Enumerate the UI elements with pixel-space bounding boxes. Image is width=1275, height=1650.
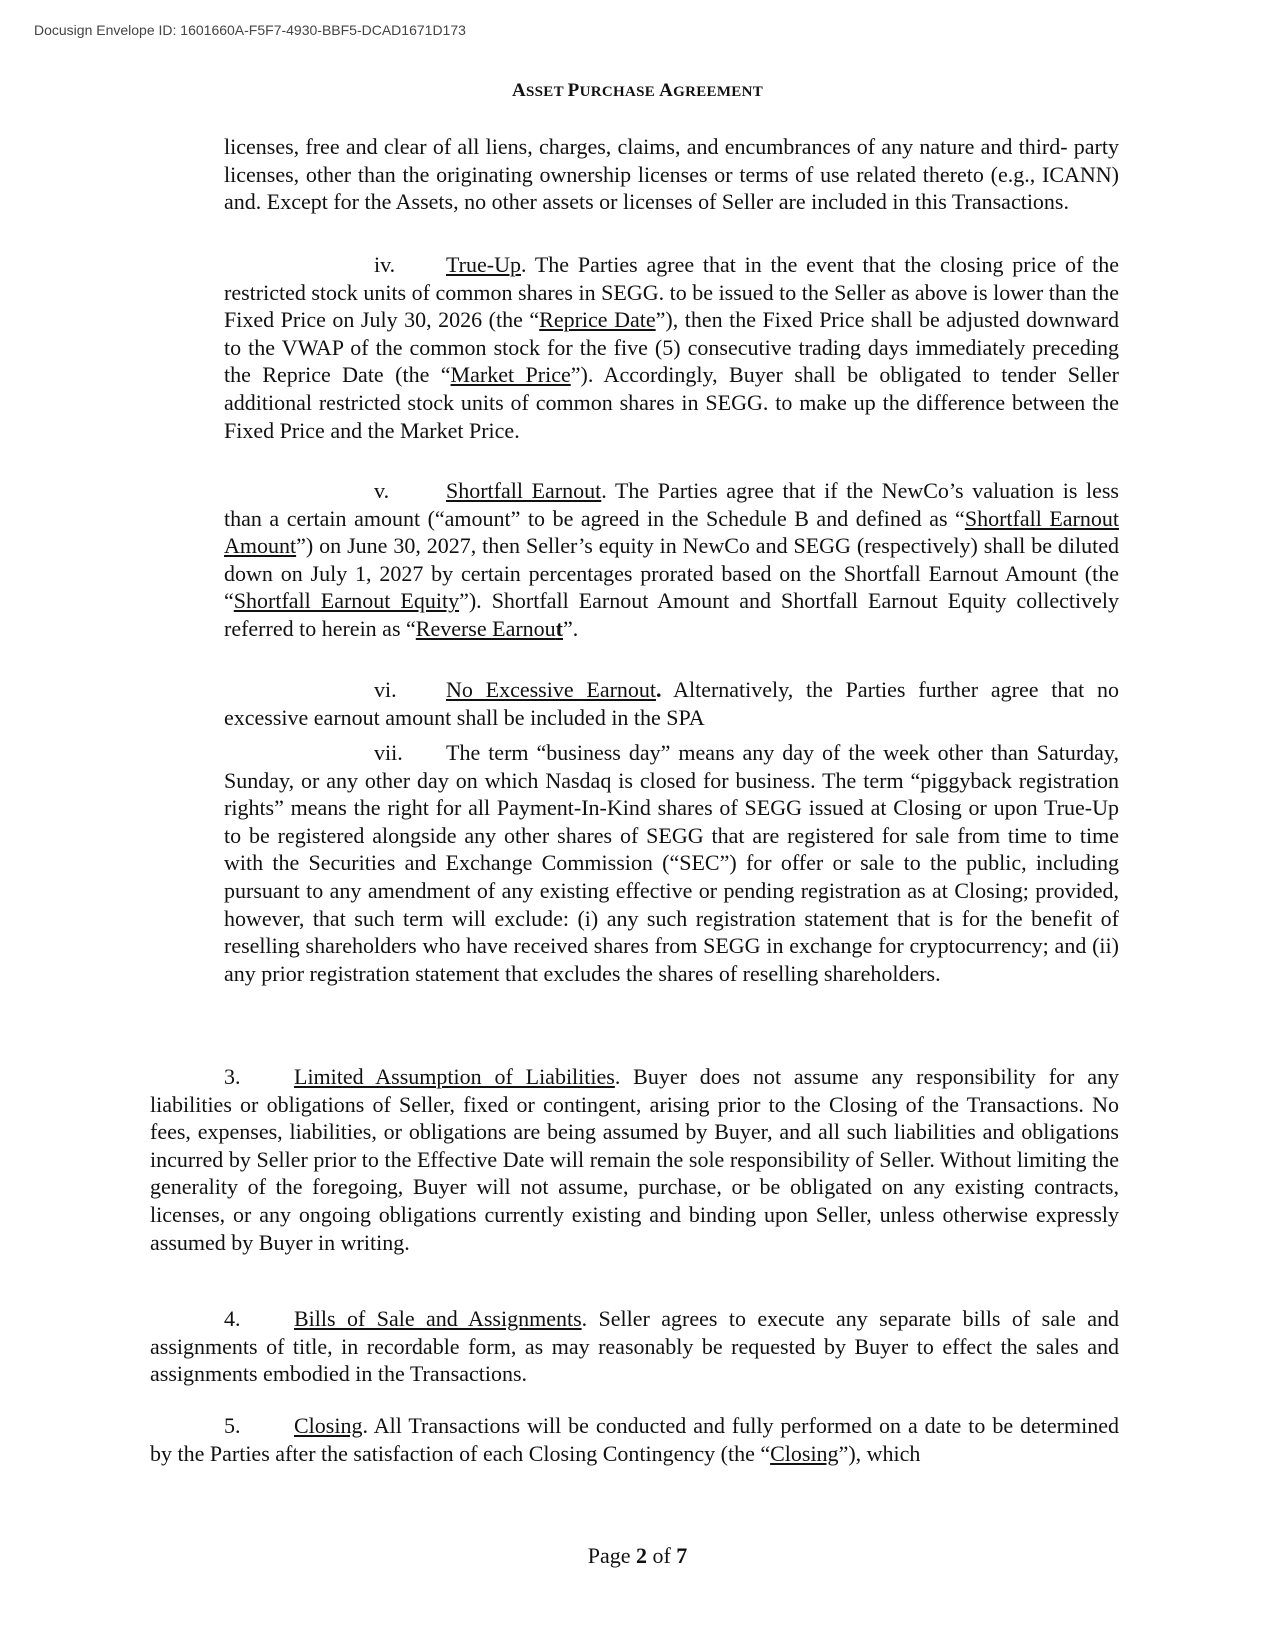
item-number: iv. xyxy=(374,252,396,277)
section-heading: Limited Assumption of Liabilities xyxy=(294,1064,615,1089)
defined-term: Reverse Earnout xyxy=(415,615,563,641)
item-heading: No Excessive Earnout xyxy=(446,677,657,702)
item-heading: True-Up xyxy=(446,252,521,277)
defined-term: Closing xyxy=(770,1440,839,1466)
item-v-shortfall-earnout: v. Shortfall Earnout. The Parties agree that if the NewCo’s valuation is less than a certain amount (“amount” to be agreed in the Schedule B and defined as “Shortfall Earnout Amount”) on June 30, 2027, then Seller’s equity in NewCo and SEGG (respectively) shall be diluted down on July 1, 2027 by certain percentages prorated based on the Shortfall Earnout Amount (the “Shortfall Earnout Equity”). Shortfall Earnout Amount and Shortfall Earnout Equity collectively referred to herein as “Reverse Earnout”. xyxy=(224,478,1119,641)
docusign-envelope-id: Docusign Envelope ID: 1601660A-F5F7-4930-BBF5-DCAD1671D173 xyxy=(34,22,466,38)
document-title: ASSET PURCHASE AGREEMENT xyxy=(511,80,764,101)
section-3-limited-assumption: 3. Limited Assumption of Liabilities. Buyer does not assume any responsibility for any liabilities or obligations of Seller, fixed or contingent, arising prior to the Closing of the Transactions. No fees, expenses, liabilities, or obligations are being assumed by Buyer, and all such liabilities and obligations incurred by Seller prior to the Effective Date will remain the sole responsibility of Seller. Without limiting the generality of the foregoing, Buyer will not assume, purchase, or be obligated on any existing contracts, licenses, or any ongoing obligations currently existing and binding upon Seller, unless otherwise expressly assumed by Buyer in writing. xyxy=(150,1064,1119,1255)
item-vi-no-excessive-earnout: vi. No Excessive Earnout. Alternatively, the Parties further agree that no excessive earnout amount shall be included in the SPA xyxy=(224,677,1119,730)
item-heading: Shortfall Earnout xyxy=(446,478,602,503)
section-number: 5. xyxy=(224,1413,241,1438)
continuation-paragraph: licenses, free and clear of all liens, charges, claims, and encumbrances of any nature and third- party licenses, other than the originating ownership licenses or terms of use related thereto (e.g., ICANN) and. Except for the Assets, no other assets or licenses of Seller are included in this Transactions. xyxy=(224,134,1119,215)
item-number: v. xyxy=(374,478,390,503)
defined-term: Shortfall Earnout Equity xyxy=(233,588,460,614)
section-number: 3. xyxy=(224,1064,241,1089)
item-number: vii. xyxy=(374,740,403,765)
defined-term: Shortfall Earnout Amount xyxy=(224,505,1119,559)
item-number: vi. xyxy=(374,677,397,702)
item-vii-definitions: vii. The term “business day” means any day of the week other than Saturday, Sunday, or any other day on which Nasdaq is closed for business. The term “piggyback registration rights” means the right for all Payment-In-Kind shares of SEGG issued at Closing or upon True-Up to be registered alongside any other shares of SEGG that are registered for sale from time to time with the Securities and Exchange Commission (“SEC”) for offer or sale to the public, including pursuant to any amendment of any existing effective or pending registration as at Closing; provided, however, that such term will exclude: (i) any such registration statement that is for the benefit of reselling shareholders who have received shares from SEGG in exchange for cryptocurrency; and (ii) any prior registration statement that excludes the shares of reselling shareholders. xyxy=(224,740,1119,986)
defined-term: Market Price xyxy=(450,362,571,388)
section-4-bills-of-sale: 4. Bills of Sale and Assignments. Seller agrees to execute any separate bills of sale and assignments of title, in recordable form, as may reasonably be requested by Buyer to effect the sales and assignments embodied in the Transactions. xyxy=(150,1306,1120,1387)
section-heading: Closing xyxy=(294,1413,363,1438)
page-number: Page 2 of 7 xyxy=(587,1543,688,1568)
section-5-closing: 5. Closing. All Transactions will be conducted and fully performed on a date to be determined by the Parties after the satisfaction of each Closing Contingency (the “Closing”), which xyxy=(150,1413,1119,1466)
section-heading: Bills of Sale and Assignments xyxy=(294,1306,582,1331)
item-iv-true-up: iv. True-Up. The Parties agree that in the event that the closing price of the restricted stock units of common shares in SEGG. to be issued to the Seller as above is lower than the Fixed Price on July 30, 2026 (the “Reprice Date”), then the Fixed Price shall be adjusted downward to the VWAP of the common stock for the five (5) consecutive trading days immediately preceding the Reprice Date (the “Market Price”). Accordingly, Buyer shall be obligated to tender Seller additional restricted stock units of common shares in SEGG. to make up the difference between the Fixed Price and the Market Price. xyxy=(224,252,1120,443)
section-number: 4. xyxy=(224,1306,241,1331)
defined-term: Reprice Date xyxy=(539,307,656,333)
